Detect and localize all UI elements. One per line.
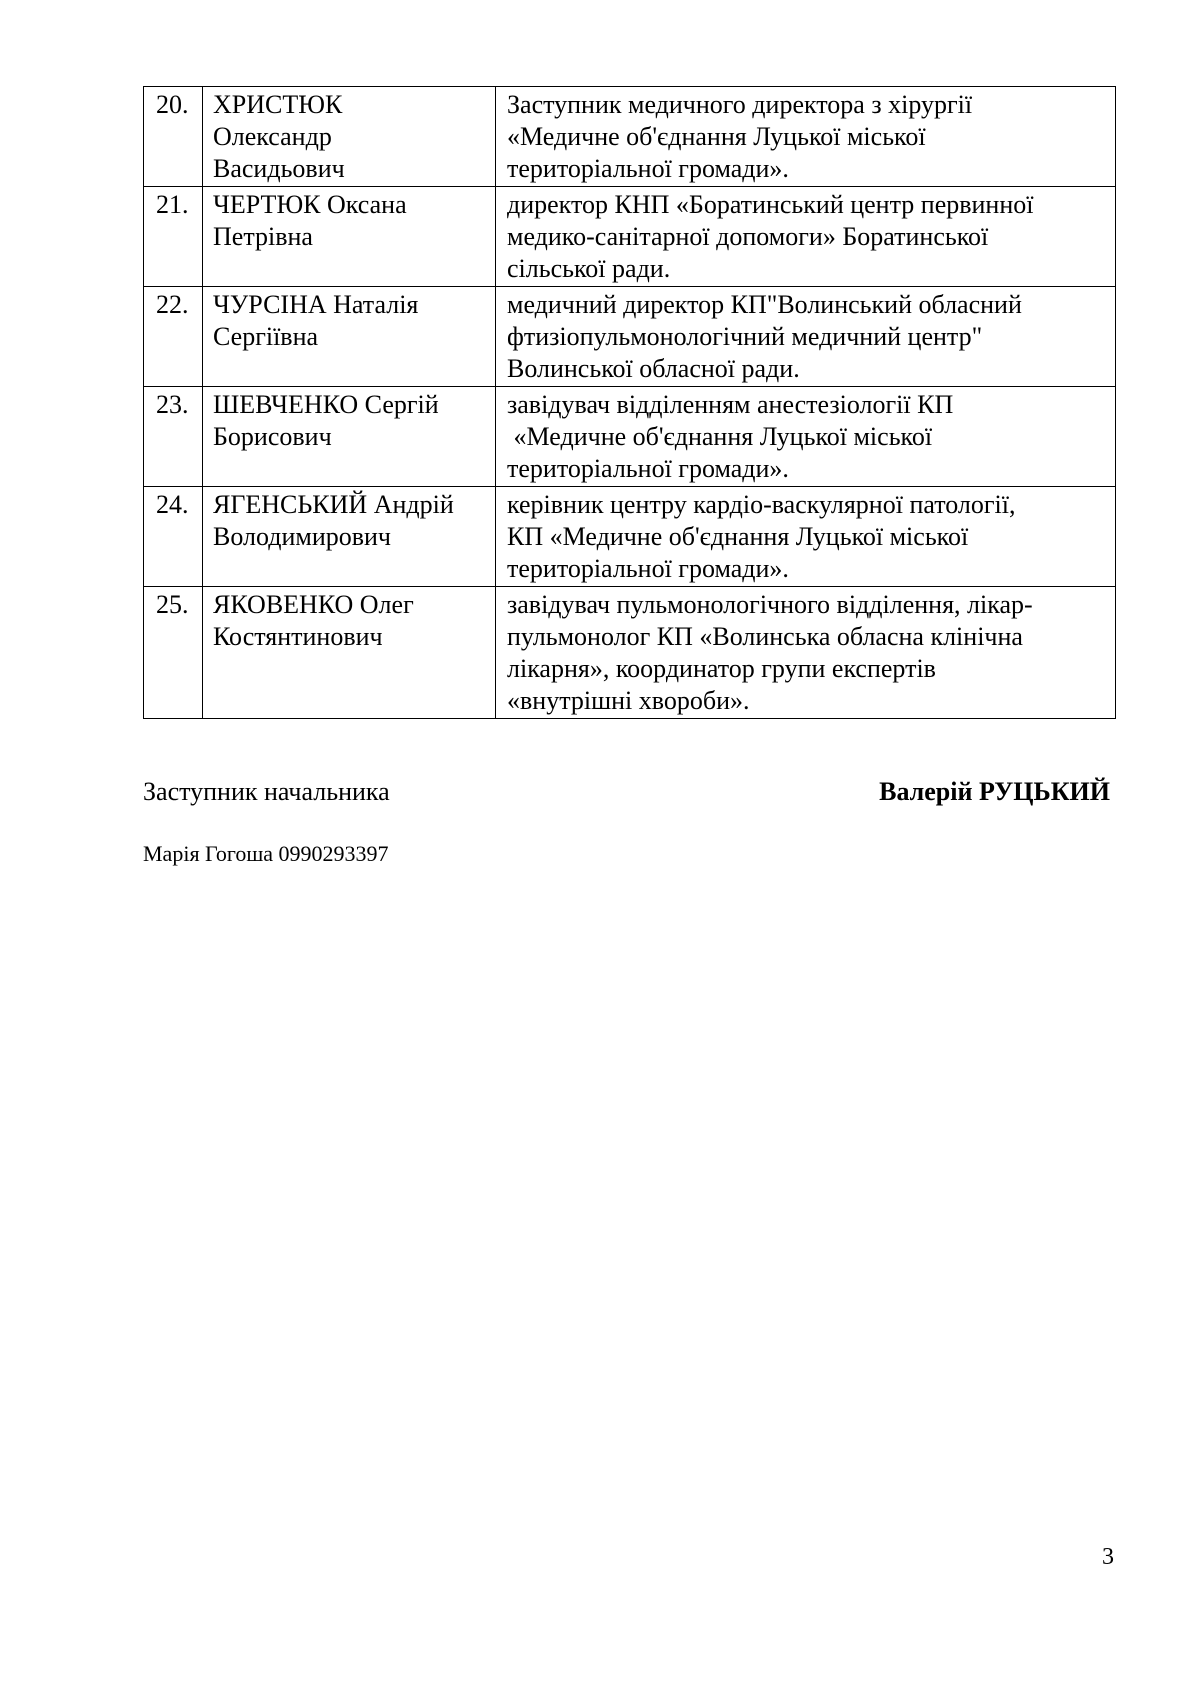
- name-line: ЯГЕНСЬКИЙ Андрій: [213, 490, 454, 519]
- name-line: Сергіївна: [213, 322, 319, 351]
- position-description: [496, 587, 1116, 719]
- name-line: ЧУРСІНА Наталія: [213, 290, 419, 319]
- desc-line: територіальної громади».: [507, 154, 789, 183]
- table-row: [144, 487, 1116, 587]
- desc-line: завідувач відділенням анестезіології КП: [507, 390, 954, 419]
- contact-info: Марія Гогоша 0990293397: [143, 841, 389, 866]
- name-line: Костянтинович: [213, 622, 383, 651]
- name-line: ЯКОВЕНКО Олег: [213, 590, 414, 619]
- table-row: [144, 387, 1116, 487]
- signatory-name: Валерій РУЦЬКИЙ: [879, 777, 1110, 806]
- desc-line: завідувач пульмонологічного відділення, лікар-: [507, 590, 1033, 619]
- desc-line: Волинської обласної ради.: [507, 354, 800, 383]
- signatory-position: Заступник начальника: [143, 777, 390, 806]
- table-row: [144, 187, 1116, 287]
- desc-line: територіальної громади».: [507, 554, 789, 583]
- name-line: Васидьович: [213, 154, 345, 183]
- name-line: ЧЕРТЮК Оксана: [213, 190, 407, 219]
- desc-line: пульмонолог КП «Волинська обласна клінічна: [507, 622, 1023, 651]
- table-row: [144, 287, 1116, 387]
- person-name: [203, 587, 496, 719]
- person-name: [203, 87, 496, 187]
- position-description: [496, 187, 1116, 287]
- row-number: 25.: [144, 587, 203, 719]
- person-name: [203, 287, 496, 387]
- page-number: 3: [1102, 1544, 1114, 1570]
- position-description: [496, 387, 1116, 487]
- name-line: Петрівна: [213, 222, 313, 251]
- name-line: Борисович: [213, 422, 332, 451]
- staff-table: [143, 86, 1116, 719]
- table-row: [144, 87, 1116, 187]
- person-name: [203, 387, 496, 487]
- desc-line: лікарня», координатор групи експертів: [507, 654, 936, 683]
- row-number: 20.: [144, 87, 203, 187]
- name-line: Володимирович: [213, 522, 392, 551]
- row-number: 24.: [144, 487, 203, 587]
- row-number: 23.: [144, 387, 203, 487]
- desc-line: фтизіопульмонологічний медичний центр": [507, 322, 983, 351]
- desc-line: «Медичне об'єднання Луцької міської: [507, 122, 926, 151]
- desc-line: директор КНП «Боратинський центр первинної: [507, 190, 1034, 219]
- desc-line: керівник центру кардіо-васкулярної патології,: [507, 490, 1016, 519]
- position-description: [496, 87, 1116, 187]
- name-line: ХРИСТЮК: [213, 90, 343, 119]
- desc-line: «внутрішні хвороби».: [507, 686, 750, 715]
- desc-line: медико-санітарної допомоги» Боратинської: [507, 222, 989, 251]
- desc-line: Заступник медичного директора з хірургії: [507, 90, 973, 119]
- position-description: [496, 487, 1116, 587]
- desc-line: медичний директор КП"Волинський обласний: [507, 290, 1022, 319]
- row-number: 22.: [144, 287, 203, 387]
- desc-line: КП «Медичне об'єднання Луцької міської: [507, 522, 969, 551]
- person-name: [203, 187, 496, 287]
- name-line: Олександр: [213, 122, 332, 151]
- person-name: [203, 487, 496, 587]
- table-row: [144, 587, 1116, 719]
- position-description: [496, 287, 1116, 387]
- desc-line: сільської ради.: [507, 254, 671, 283]
- name-line: ШЕВЧЕНКО Сергій: [213, 390, 439, 419]
- row-number: 21.: [144, 187, 203, 287]
- desc-line: територіальної громади».: [507, 454, 789, 483]
- desc-line: «Медичне об'єднання Луцької міської: [507, 422, 933, 451]
